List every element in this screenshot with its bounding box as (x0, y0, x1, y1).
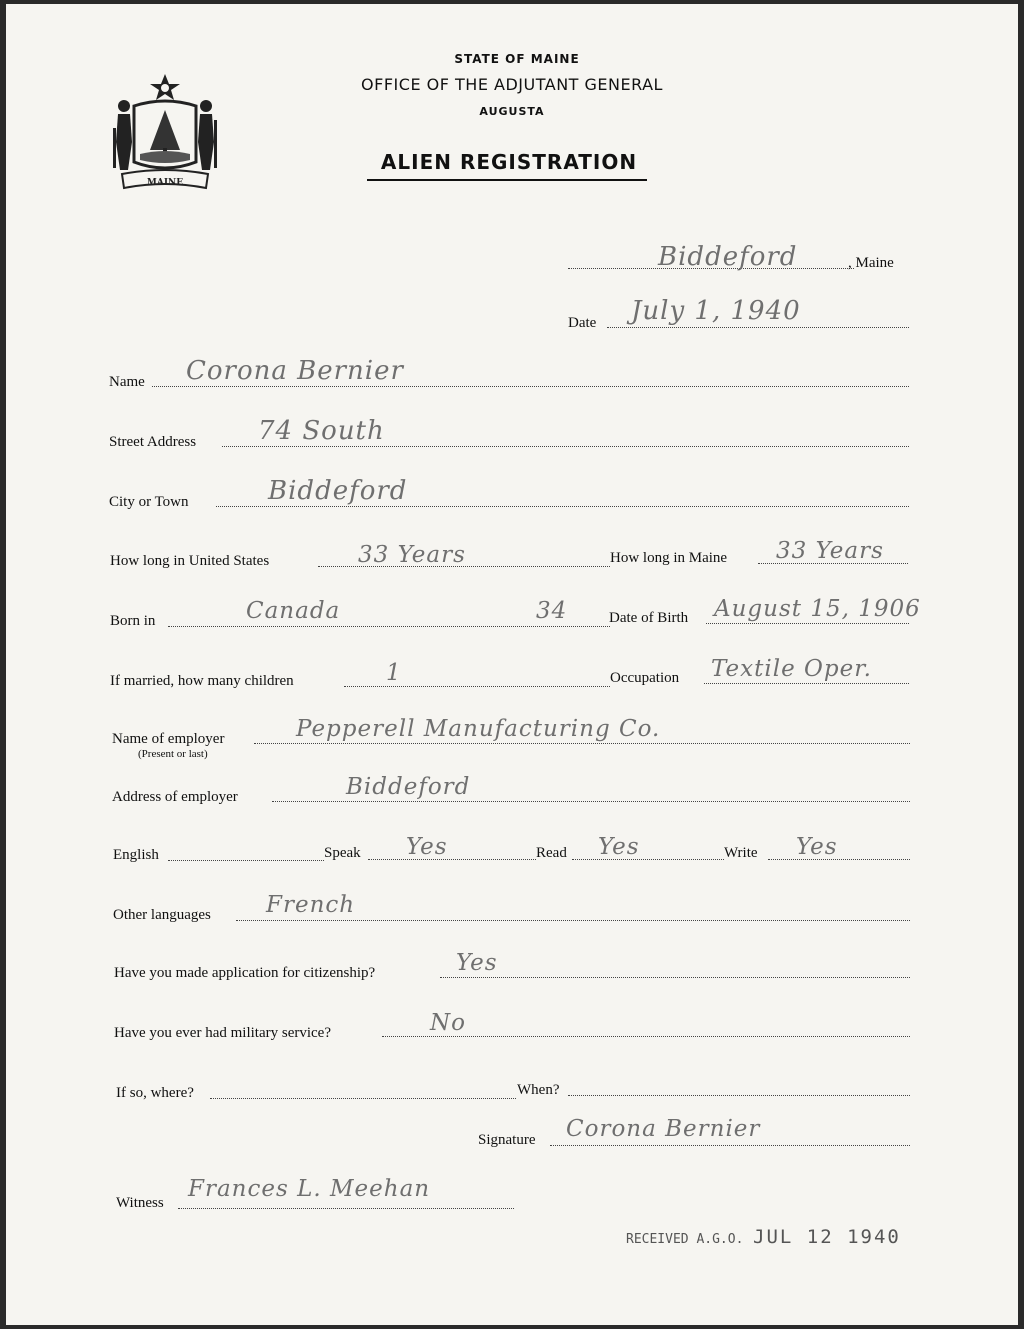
english-label: English (113, 847, 159, 863)
military-value: No (430, 1010, 466, 1036)
employer-address-line (272, 801, 910, 802)
read-line (572, 859, 724, 860)
name-label: Name (109, 374, 145, 390)
employer-address-value: Biddeford (346, 774, 471, 800)
employer-value: Pepperell Manufacturing Co. (296, 716, 661, 742)
when-label: When? (517, 1082, 560, 1098)
street-line (222, 446, 909, 447)
signature-value: Corona Bernier (566, 1116, 761, 1142)
dob-label: Date of Birth (609, 610, 689, 626)
date-line (607, 327, 909, 328)
date-label: Date (568, 315, 597, 331)
citizenship-value: Yes (456, 950, 498, 976)
maine-label: How long in Maine (610, 550, 728, 566)
street-value: 74 South (258, 416, 385, 446)
received-stamp (626, 1226, 901, 1248)
military-line (382, 1036, 910, 1037)
where-label: If so, where? (116, 1085, 194, 1101)
when-line (568, 1095, 910, 1096)
employer-sublabel: (Present or last) (138, 748, 208, 760)
employer-label: Name of employer (112, 731, 225, 747)
other-languages-label: Other languages (113, 907, 211, 923)
citizenship-label: Have you made application for citizenship? (114, 965, 376, 981)
speak-line (368, 859, 536, 860)
employer-address-label: Address of employer (112, 789, 238, 805)
name-value: Corona Bernier (186, 356, 404, 386)
born-line (168, 626, 610, 627)
age-value: 34 (536, 598, 568, 624)
english-line (168, 860, 324, 861)
witness-label: Witness (116, 1195, 164, 1211)
stamp-date: JUL 12 1940 (753, 1226, 901, 1248)
write-line (768, 859, 910, 860)
read-label: Read (536, 845, 567, 861)
dob-line (706, 623, 909, 624)
employer-line (254, 743, 910, 744)
other-languages-line (236, 920, 910, 921)
form-title: ALIEN REGISTRATION (380, 150, 638, 174)
header-office: OFFICE OF THE ADJUTANT GENERAL (361, 75, 663, 94)
other-languages-value: French (266, 892, 356, 918)
occupation-label: Occupation (610, 670, 680, 686)
write-value: Yes (796, 834, 838, 860)
military-label: Have you ever had military service? (114, 1025, 331, 1041)
name-line (152, 386, 909, 387)
born-label: Born in (110, 613, 156, 629)
children-label: If married, how many children (110, 673, 294, 689)
where-line (210, 1098, 516, 1099)
seal-banner-text: MAINE (146, 178, 184, 188)
header-state: STATE OF MAINE (454, 52, 580, 66)
us-label: How long in United States (110, 553, 270, 569)
witness-value: Frances L. Meehan (188, 1176, 431, 1202)
street-label: Street Address (109, 434, 197, 450)
city-value: Biddeford (268, 476, 408, 506)
header-city: AUGUSTA (479, 105, 545, 118)
maine-value: 33 Years (776, 538, 884, 564)
place-value: Biddeford (658, 242, 798, 272)
write-label: Write (724, 845, 758, 861)
read-value: Yes (598, 834, 640, 860)
occupation-value: Textile Oper. (711, 656, 872, 682)
date-value: July 1, 1940 (631, 296, 801, 326)
us-value: 33 Years (358, 542, 466, 568)
occupation-line (704, 683, 909, 684)
place-suffix: , Maine (848, 255, 894, 271)
speak-label: Speak (324, 845, 361, 861)
signature-label: Signature (478, 1132, 536, 1148)
stamp-prefix: RECEIVED A.G.O. (626, 1232, 744, 1247)
born-value: Canada (246, 598, 341, 624)
dob-value: August 15, 1906 (714, 596, 921, 622)
title-underline (367, 179, 647, 181)
city-line (216, 506, 909, 507)
signature-line (550, 1145, 910, 1146)
registration-form-page (6, 4, 1018, 1325)
children-value: 1 (386, 660, 402, 686)
city-label: City or Town (109, 494, 189, 510)
citizenship-line (440, 977, 910, 978)
children-line (344, 686, 610, 687)
witness-line (178, 1208, 514, 1209)
speak-value: Yes (406, 834, 448, 860)
